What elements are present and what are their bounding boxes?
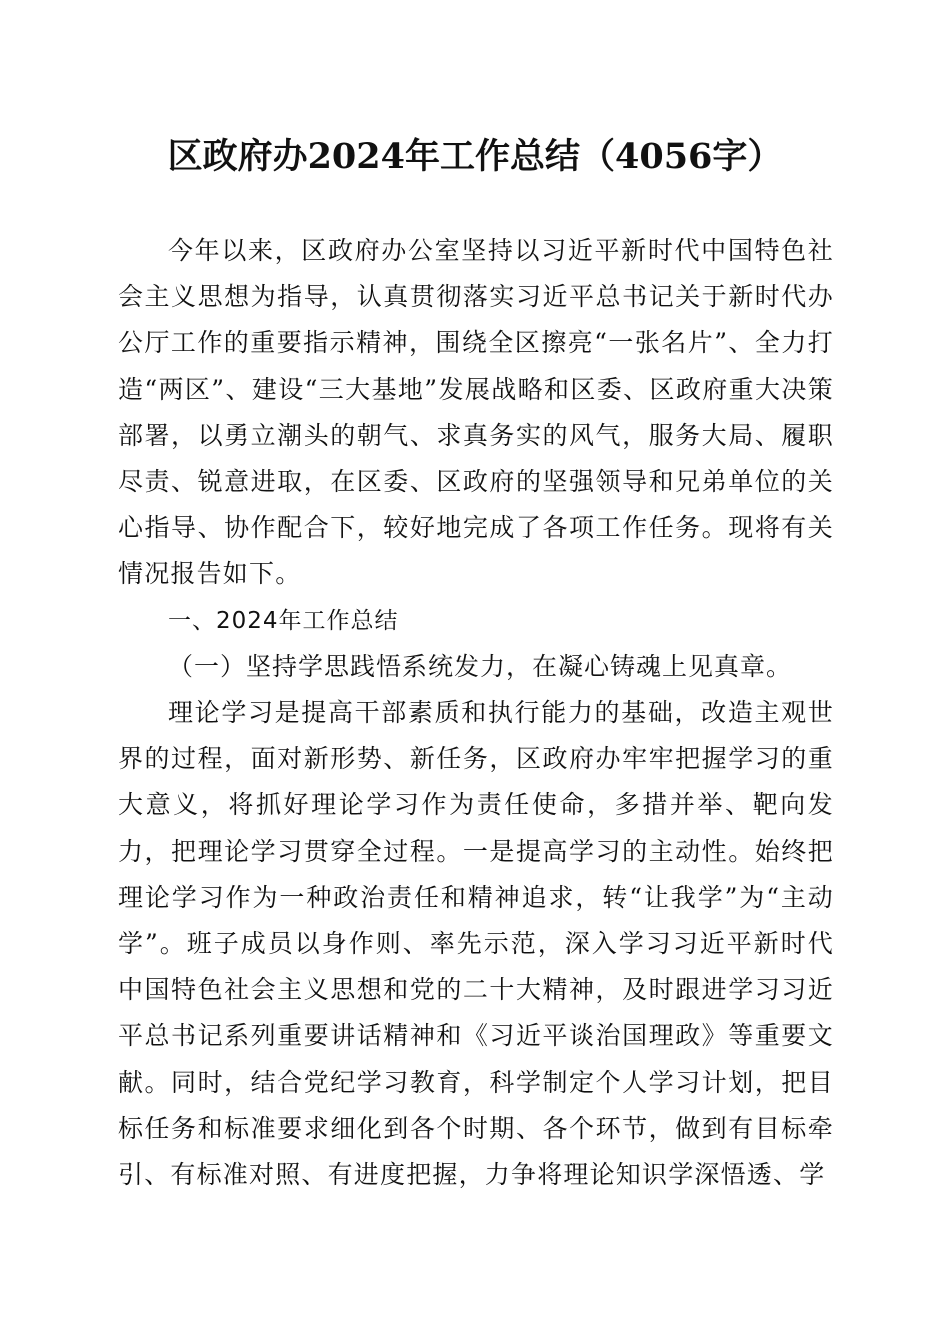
document-body [118,228,834,1198]
section-heading: 一、2024年工作总结 [168,607,399,634]
document-title: 区政府办2024年工作总结（4056字） [167,136,783,177]
subsection-heading: （一）坚持学思践悟系统发力，在凝心铸魂上见真章。 [168,651,793,681]
intro-paragraph: 今年以来，区政府办公室坚持以习近平新时代中国特色社会主义思想为指导，认真贯彻落实习近平总书记关于新时代办公厅工作的重要指示精神，围绕全区擦亮“一张名片”、全力打造“两区”、建设“三大基地”发展战略和区委、区政府重大决策部署，以勇立潮头的朝气、求真务实的风气，服务大局、履职尽责、锐意进取，在区委、区政府的坚强领导和兄弟单位的关心指导、协作配合下，较好地完成了各项工作任务。现将有关情况报告如下。 [118,236,834,589]
body-paragraph: 理论学习是提高干部素质和执行能力的基础，改造主观世界的过程，面对新形势、新任务，区政府办牢牢把握学习的重大意义，将抓好理论学习作为责任使命，多措并举、靶向发力，把理论学习贯穿全过程。一是提高学习的主动性。始终把理论学习作为一种政治责任和精神追求，转“让我学”为“主动学”。班子成员以身作则、率先示范，深入学习习近平新时代中国特色社会主义思想和党的二十大精神，及时跟进学习习近平总书记系列重要讲话精神和《习近平谈治国理政》等重要文献。同时，结合党纪学习教育，科学制定个人学习计划，把目标任务和标准要求细化到各个时期、各个环节，做到有目标牵引、有标准对照、有进度把握，力争将理论知识学深悟透、学 [118,698,834,1190]
